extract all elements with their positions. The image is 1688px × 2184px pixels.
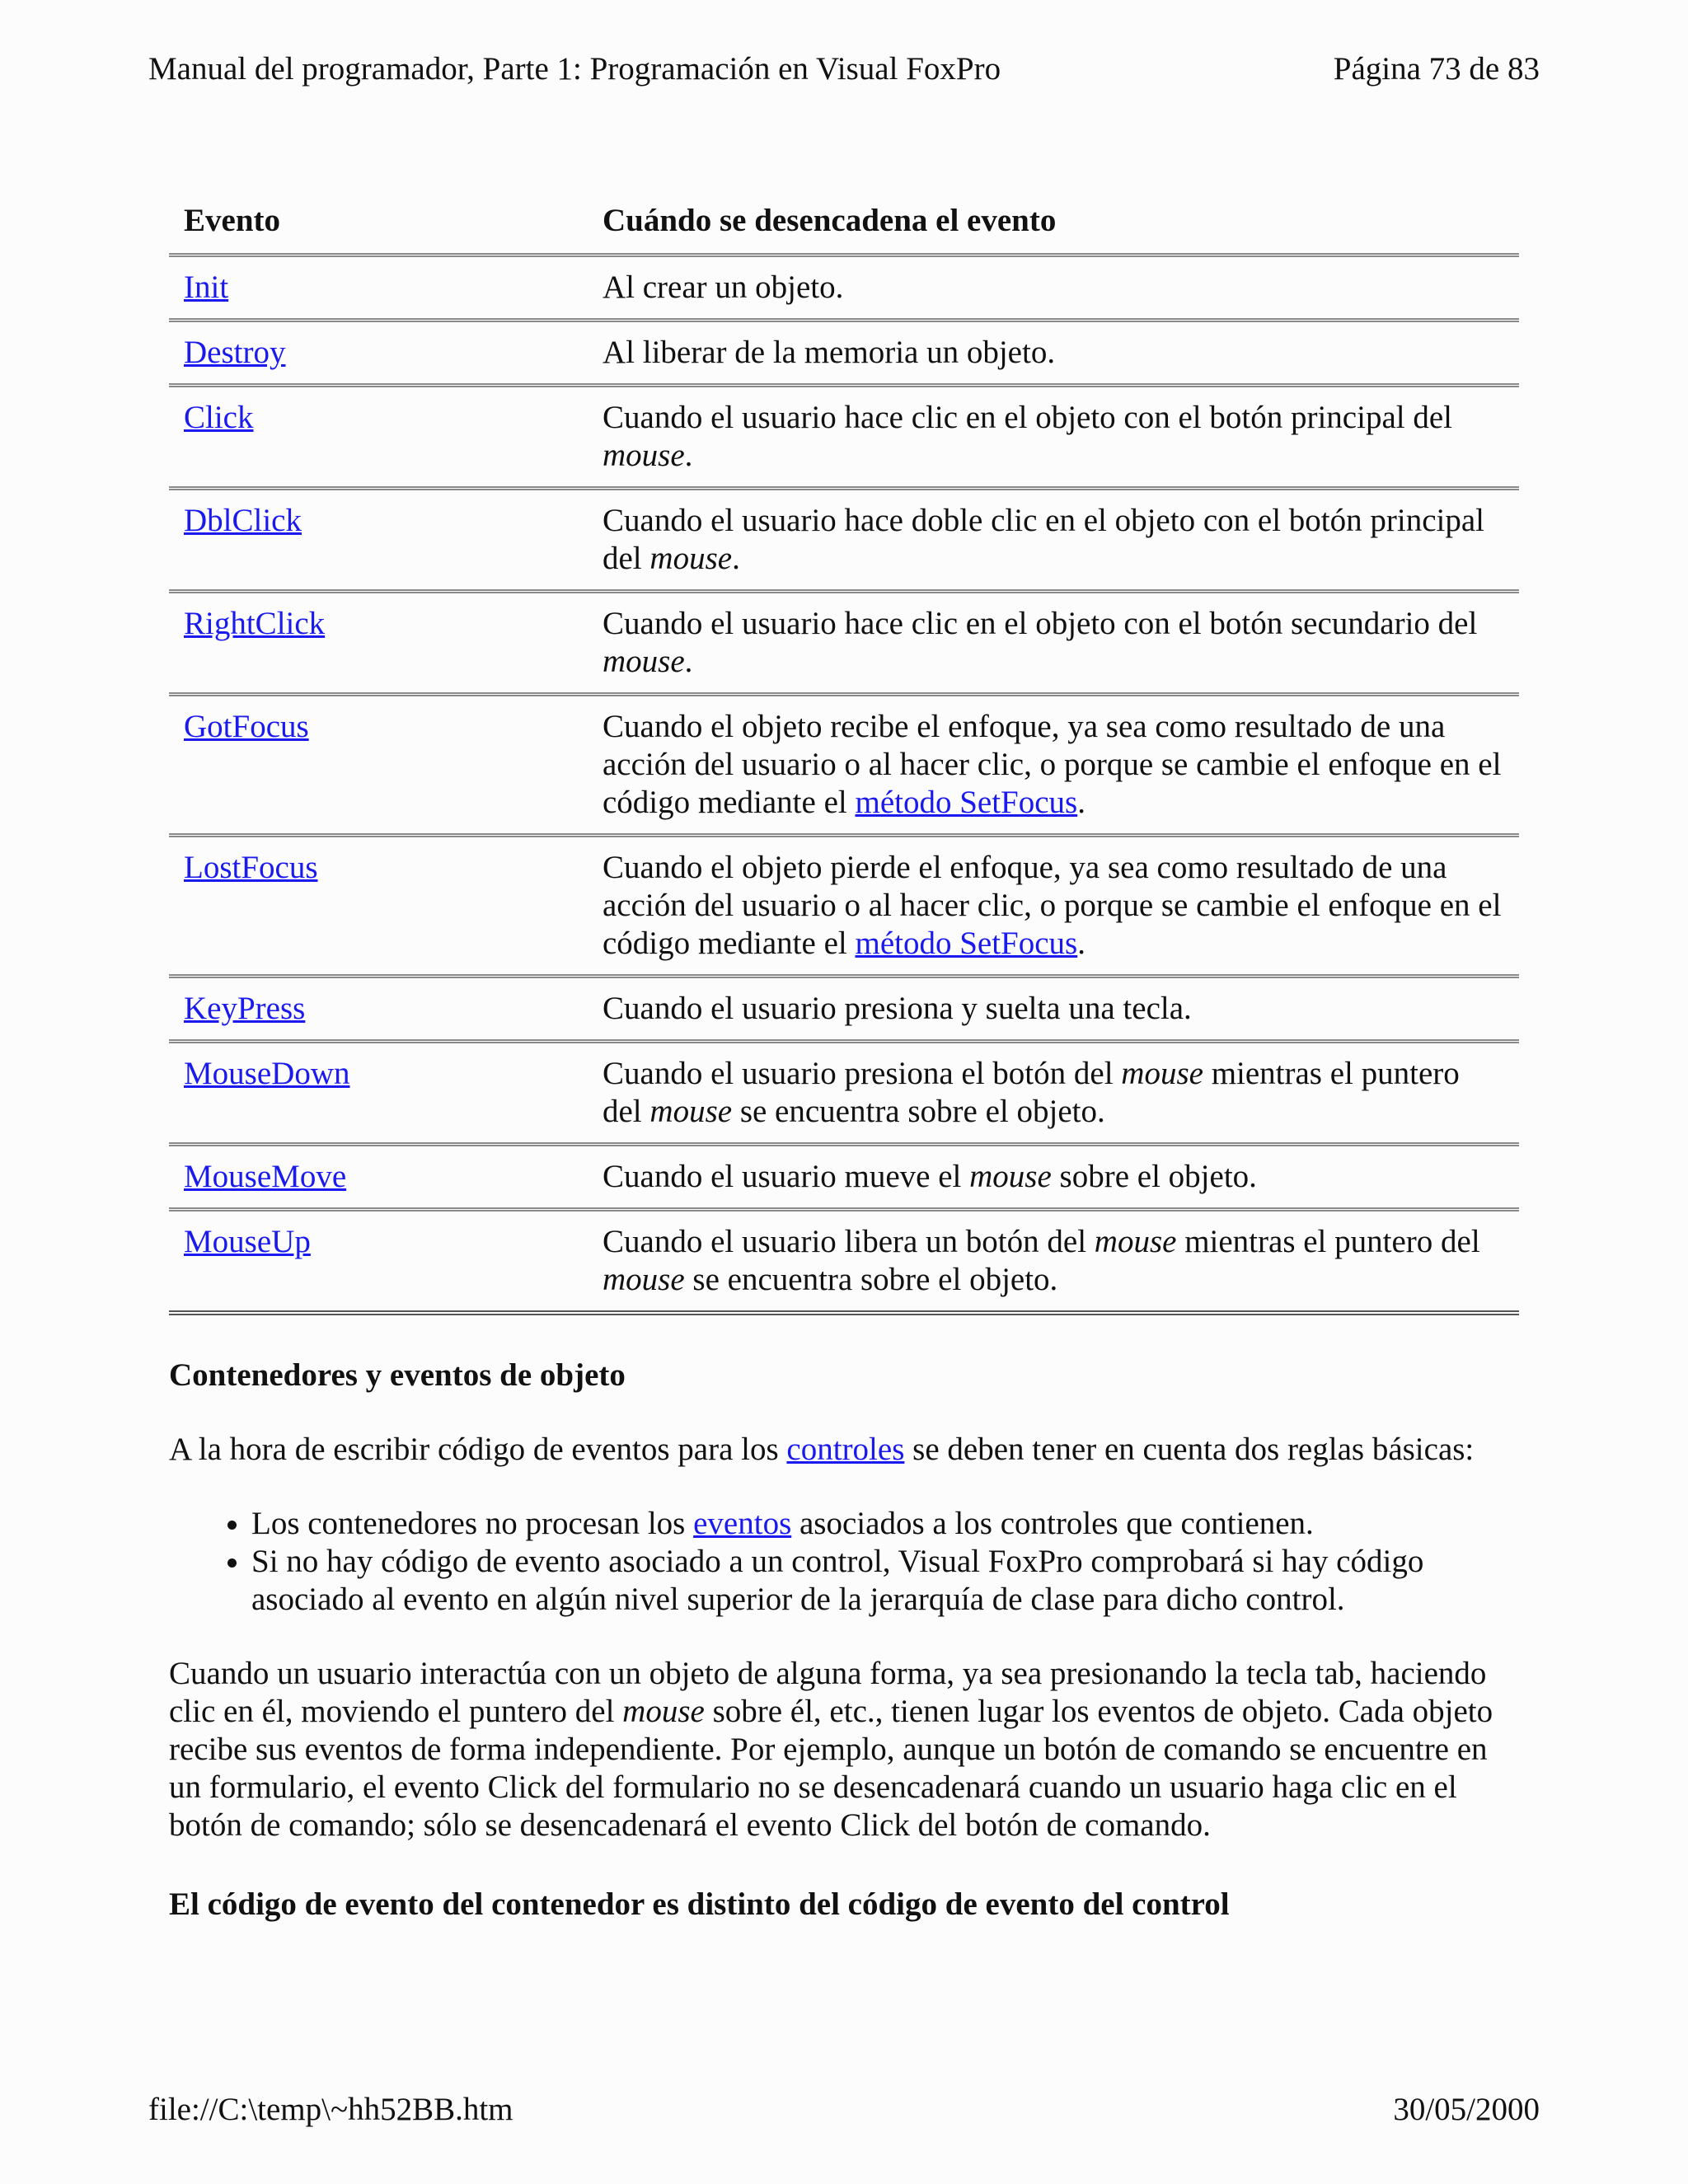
controls-link[interactable]: controles bbox=[786, 1432, 905, 1467]
event-description: Al liberar de la memoria un objeto. bbox=[588, 321, 1519, 386]
page-header bbox=[148, 49, 1540, 89]
list-item: • Si no hay código de evento asociado a un control, Visual FoxPro comprobará si hay código asociado al evento en algún nivel superior de la jerarquía de clase para dicho control. bbox=[251, 1543, 1519, 1619]
table-row bbox=[169, 1210, 1519, 1314]
table-header-row bbox=[169, 202, 1519, 255]
section-heading-containers: Contenedores y eventos de objeto bbox=[169, 1357, 626, 1393]
intro-paragraph: A la hora de escribir código de eventos para los controles se deben tener en cuenta dos reglas básicas: bbox=[169, 1432, 1475, 1467]
event-link-dblclick[interactable]: DblClick bbox=[184, 503, 302, 538]
event-link-destroy[interactable]: Destroy bbox=[184, 335, 286, 370]
event-link-click[interactable]: Click bbox=[184, 400, 254, 435]
events-table bbox=[169, 202, 1519, 1315]
table-row bbox=[169, 592, 1519, 695]
event-link-rightclick[interactable]: RightClick bbox=[184, 606, 326, 641]
event-link-mousedown[interactable]: MouseDown bbox=[184, 1056, 350, 1091]
body-paragraph: Cuando un usuario interactúa con un objeto de alguna forma, ya sea presionando la tecla tab, haciendo clic en él, moviendo el puntero del mouse sobre él, etc., tienen lugar los eventos de objeto. Cada objeto recibe sus eventos de forma independiente. Por ejemplo, aunque un botón de comando se encuentre en un formulario, el evento Click del formulario no se desencadenará cuando un usuario haga clic en el botón de comando; sólo se desencadenará el evento Click del botón de comando. bbox=[169, 1656, 1493, 1843]
event-link-gotfocus[interactable]: GotFocus bbox=[184, 709, 309, 744]
page-footer bbox=[148, 2090, 1540, 2130]
table-row bbox=[169, 255, 1519, 321]
column-header-when: Cuándo se desencadena el evento bbox=[588, 202, 1519, 255]
table-row bbox=[169, 386, 1519, 489]
page-content bbox=[169, 202, 1519, 1924]
setfocus-method-link[interactable]: método SetFocus bbox=[855, 785, 1078, 820]
page-number: Página 73 de 83 bbox=[1333, 51, 1540, 87]
event-description: Cuando el usuario presiona y suelta una tecla. bbox=[588, 977, 1519, 1042]
document-title: Manual del programador, Parte 1: Programación en Visual FoxPro bbox=[148, 51, 1001, 87]
event-description: Cuando el objeto pierde el enfoque, ya sea como resultado de una acción del usuario o al hacer clic, o porque se cambie el enfoque en el código mediante el método SetFocus. bbox=[588, 836, 1519, 977]
event-description: Cuando el usuario hace doble clic en el objeto con el botón principal del mouse. bbox=[588, 489, 1519, 592]
setfocus-method-link[interactable]: método SetFocus bbox=[855, 926, 1078, 961]
event-link-mouseup[interactable]: MouseUp bbox=[184, 1224, 311, 1259]
event-link-init[interactable]: Init bbox=[184, 269, 229, 305]
section-heading-container-code: El código de evento del contenedor es distinto del código de evento del control bbox=[169, 1886, 1230, 1922]
rules-list bbox=[169, 1505, 1519, 1619]
table-row bbox=[169, 1145, 1519, 1210]
events-link[interactable]: eventos bbox=[693, 1506, 792, 1541]
table-row bbox=[169, 489, 1519, 592]
event-description: Cuando el usuario hace clic en el objeto con el botón principal del mouse. bbox=[588, 386, 1519, 489]
table-row bbox=[169, 695, 1519, 836]
file-path: file://C:\temp\~hh52BB.htm bbox=[148, 2092, 513, 2127]
table-row bbox=[169, 321, 1519, 386]
event-link-keypress[interactable]: KeyPress bbox=[184, 991, 306, 1026]
event-link-lostfocus[interactable]: LostFocus bbox=[184, 850, 318, 885]
list-item: • Los contenedores no procesan los eventos asociados a los controles que contienen. bbox=[251, 1505, 1519, 1543]
event-description: Cuando el usuario presiona el botón del mouse mientras el puntero del mouse se encuentra sobre el objeto. bbox=[588, 1042, 1519, 1145]
event-description: Cuando el usuario mueve el mouse sobre el objeto. bbox=[588, 1145, 1519, 1210]
table-row bbox=[169, 977, 1519, 1042]
event-description: Cuando el usuario libera un botón del mouse mientras el puntero del mouse se encuentra sobre el objeto. bbox=[588, 1210, 1519, 1314]
event-description: Cuando el objeto recibe el enfoque, ya sea como resultado de una acción del usuario o al hacer clic, o porque se cambie el enfoque en el código mediante el método SetFocus. bbox=[588, 695, 1519, 836]
table-row bbox=[169, 836, 1519, 977]
column-header-event: Evento bbox=[169, 202, 588, 255]
event-link-mousemove[interactable]: MouseMove bbox=[184, 1159, 347, 1194]
event-description: Cuando el usuario hace clic en el objeto con el botón secundario del mouse. bbox=[588, 592, 1519, 695]
table-row bbox=[169, 1042, 1519, 1145]
print-date: 30/05/2000 bbox=[1393, 2092, 1540, 2127]
event-description: Al crear un objeto. bbox=[588, 255, 1519, 321]
